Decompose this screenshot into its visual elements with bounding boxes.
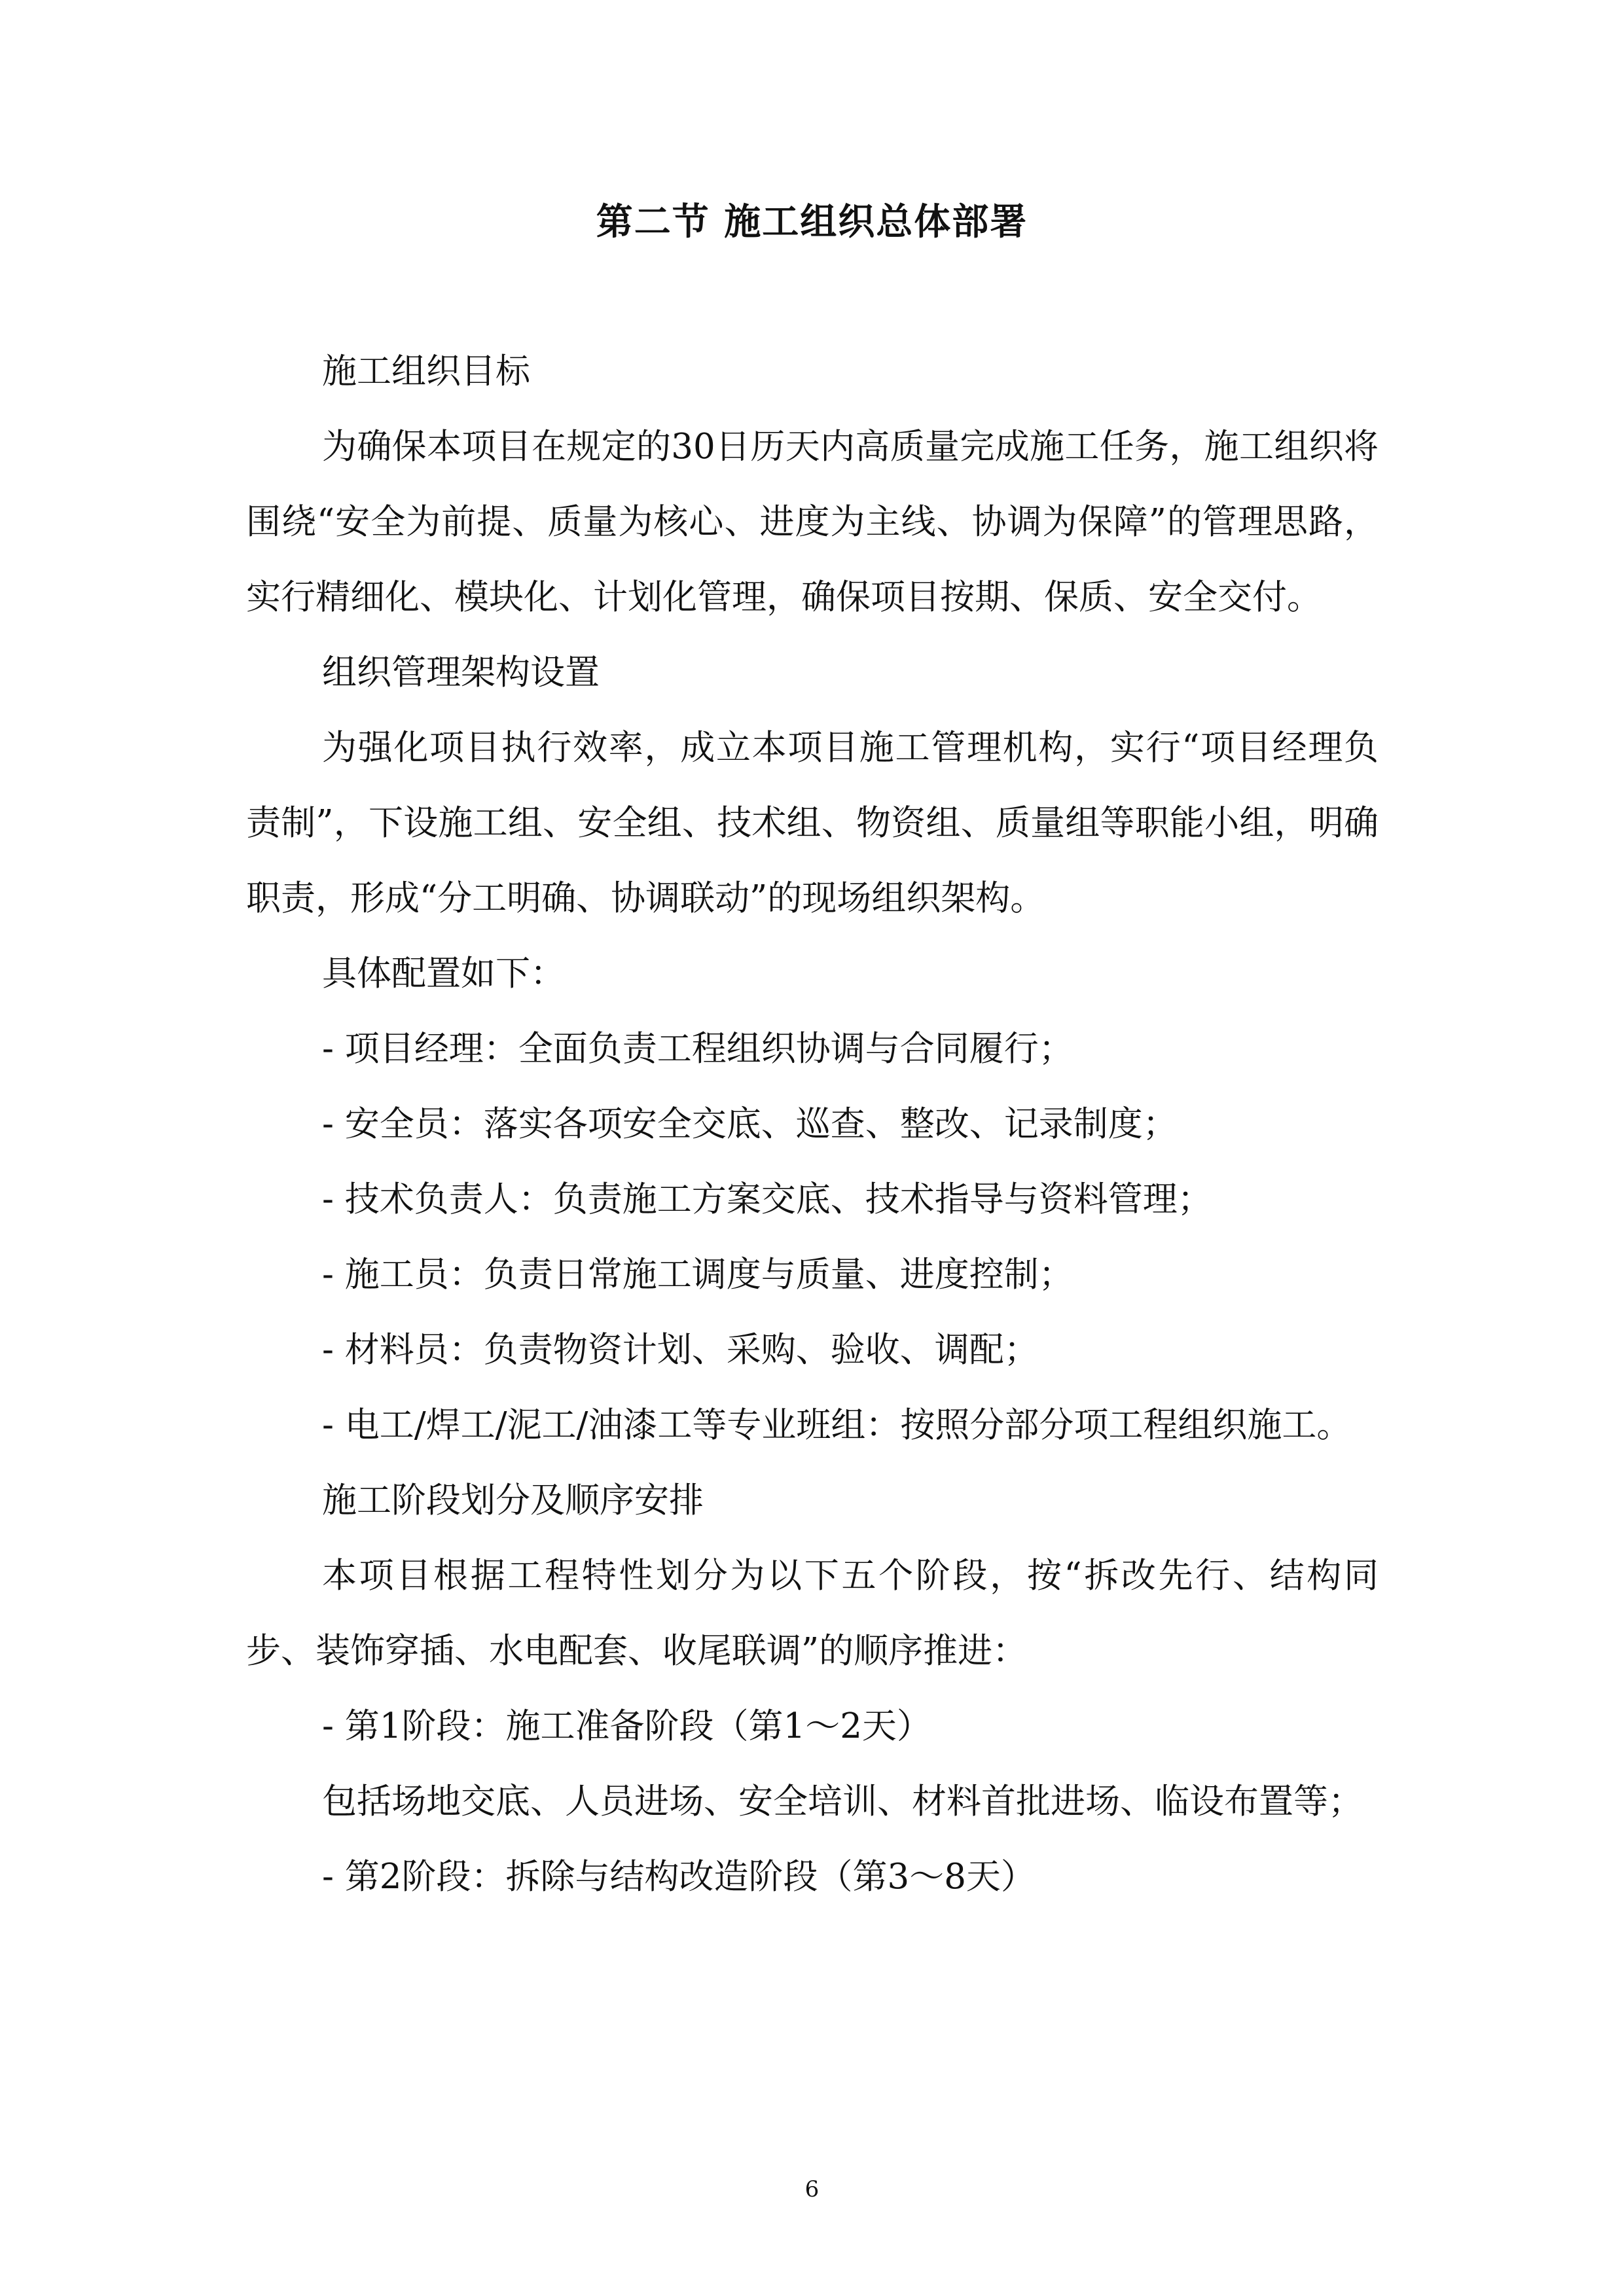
list-item-project-manager: - 项目经理：全面负责工程组织协调与合同履行； [322,1029,1074,1069]
list-item-materials-officer: - 材料员：负责物资计划、采购、验收、调配； [322,1330,1039,1370]
list-item-specialist-teams: - 电工/焊工/泥工/油漆工等专业班组：按照分部分项工程组织施工。 [322,1405,1352,1445]
list-item-phase-2: - 第2阶段：拆除与结构改造阶段（第3～8天） [322,1857,1036,1897]
paragraph-structure-description: 为强化项目执行效率，成立本项目施工管理机构，实行“项目经理负责制”，下设施工组、安全组、技术组、物资组、质量组等职能小组，明确职责，形成“分工明确、协调联动”的现场组织架构。 [246,728,1379,918]
paragraph-phases-description: 本项目根据工程特性划分为以下五个阶段，按“拆改先行、结构同步、装饰穿插、水电配套、收尾联调”的顺序推进： [246,1556,1379,1671]
paragraph-goal-description: 为确保本项目在规定的30日历天内高质量完成施工任务，施工组织将围绕“安全为前提、质量为核心、进度为主线、协调为保障”的管理思路，实行精细化、模块化、计划化管理，确保项目按期、保质、安全交付。 [246,427,1379,617]
list-item-technical-lead: - 技术负责人：负责施工方案交底、技术指导与资料管理； [322,1179,1212,1219]
subheading-management-structure: 组织管理架构设置 [322,653,600,692]
subheading-organization-goal: 施工组织目标 [322,351,530,391]
list-item-phase-1: - 第1阶段：施工准备阶段（第1～2天） [322,1706,931,1746]
paragraph-phase-1-details: 包括场地交底、人员进场、安全培训、材料首批进场、临设布置等； [322,1782,1363,1821]
section-title: 第二节 施工组织总体部署 [596,201,1028,243]
page-number: 6 [804,2176,820,2202]
paragraph-configuration-intro: 具体配置如下： [322,954,565,994]
list-item-safety-officer: - 安全员：落实各项安全交底、巡查、整改、记录制度； [322,1104,1178,1144]
list-item-construction-worker: - 施工员：负责日常施工调度与质量、进度控制； [322,1255,1074,1295]
subheading-construction-phases: 施工阶段划分及顺序安排 [322,1480,704,1520]
document-body [246,334,1379,1914]
